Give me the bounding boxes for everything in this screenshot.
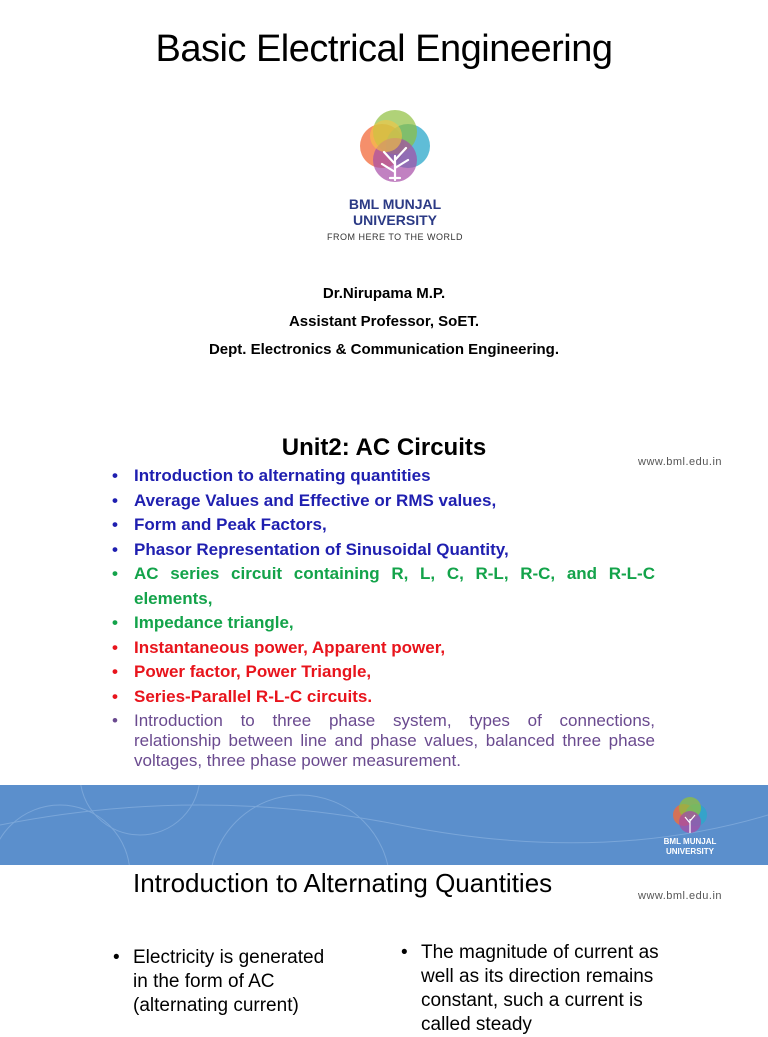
university-logo bbox=[320, 108, 470, 248]
band-decoration bbox=[0, 785, 768, 865]
topic-item bbox=[110, 538, 655, 563]
website-url: www.bml.edu.in bbox=[638, 456, 723, 468]
right-bullet bbox=[401, 941, 661, 1037]
band-logo-line2: UNIVERSITY bbox=[665, 847, 714, 856]
author-name: Dr.Nirupama M.P. bbox=[322, 285, 446, 302]
unit-title: Unit2: AC Circuits bbox=[281, 434, 487, 461]
left-bullet bbox=[113, 946, 343, 1018]
bullet-icon: • bbox=[113, 947, 120, 968]
topic-item bbox=[110, 685, 655, 710]
topic-text: Instantaneous power, Apparent power, bbox=[134, 637, 446, 657]
right-bullet-text: The magnitude of current as well as its direction remains constant, such a current is called steady bbox=[421, 942, 659, 1035]
section-title: Introduction to Alternating Quantities bbox=[133, 868, 553, 898]
band-logo bbox=[660, 797, 720, 861]
logo-line1: BML MUNJAL bbox=[348, 196, 442, 212]
topic-text: Series-Parallel R-L-C circuits. bbox=[134, 686, 373, 706]
topic-item bbox=[110, 464, 655, 489]
author-role: Assistant Professor, SoET. bbox=[288, 313, 480, 330]
topic-item bbox=[110, 513, 655, 538]
topic-item bbox=[110, 636, 655, 661]
slide-header-band bbox=[0, 785, 768, 865]
topic-item bbox=[110, 660, 655, 685]
tree-logo-icon bbox=[660, 797, 720, 837]
topic-list bbox=[110, 464, 655, 771]
topic-item bbox=[110, 489, 655, 514]
topic-item bbox=[110, 562, 655, 611]
topic-text: Impedance triangle, bbox=[134, 613, 294, 632]
topic-item bbox=[110, 611, 655, 636]
topic-text: Power factor, Power Triangle, bbox=[134, 662, 372, 681]
topic-text: Average Values and Effective or RMS values, bbox=[134, 490, 497, 510]
topic-text: Introduction to three phase system, types of connections, relationship between line and phase values, balanced three phase voltages, three phase power measurement. bbox=[134, 711, 655, 770]
website-url: www.bml.edu.in bbox=[638, 890, 723, 902]
title-slide bbox=[0, 0, 768, 420]
author-dept: Dept. Electronics & Communication Engineering. bbox=[208, 341, 560, 358]
topic-item bbox=[110, 711, 655, 771]
band-logo-line1: BML MUNJAL bbox=[663, 837, 717, 846]
left-bullet-text: Electricity is generated in the form of AC (alternating current) bbox=[133, 947, 325, 1016]
tree-logo-icon bbox=[320, 108, 470, 198]
topic-text: Form and Peak Factors, bbox=[134, 515, 327, 534]
bullet-icon: • bbox=[401, 942, 408, 963]
topic-text: Introduction to alternating quantities bbox=[134, 466, 431, 485]
logo-tagline: FROM HERE TO THE WORLD bbox=[326, 232, 463, 242]
topic-text: AC series circuit containing R, L, C, R-L, R-C, and R-L-C elements, bbox=[134, 564, 655, 608]
logo-line2: UNIVERSITY bbox=[352, 212, 437, 228]
slide-title: Basic Electrical Engineering bbox=[155, 28, 613, 70]
topic-text: Phasor Representation of Sinusoidal Quantity, bbox=[134, 539, 509, 559]
